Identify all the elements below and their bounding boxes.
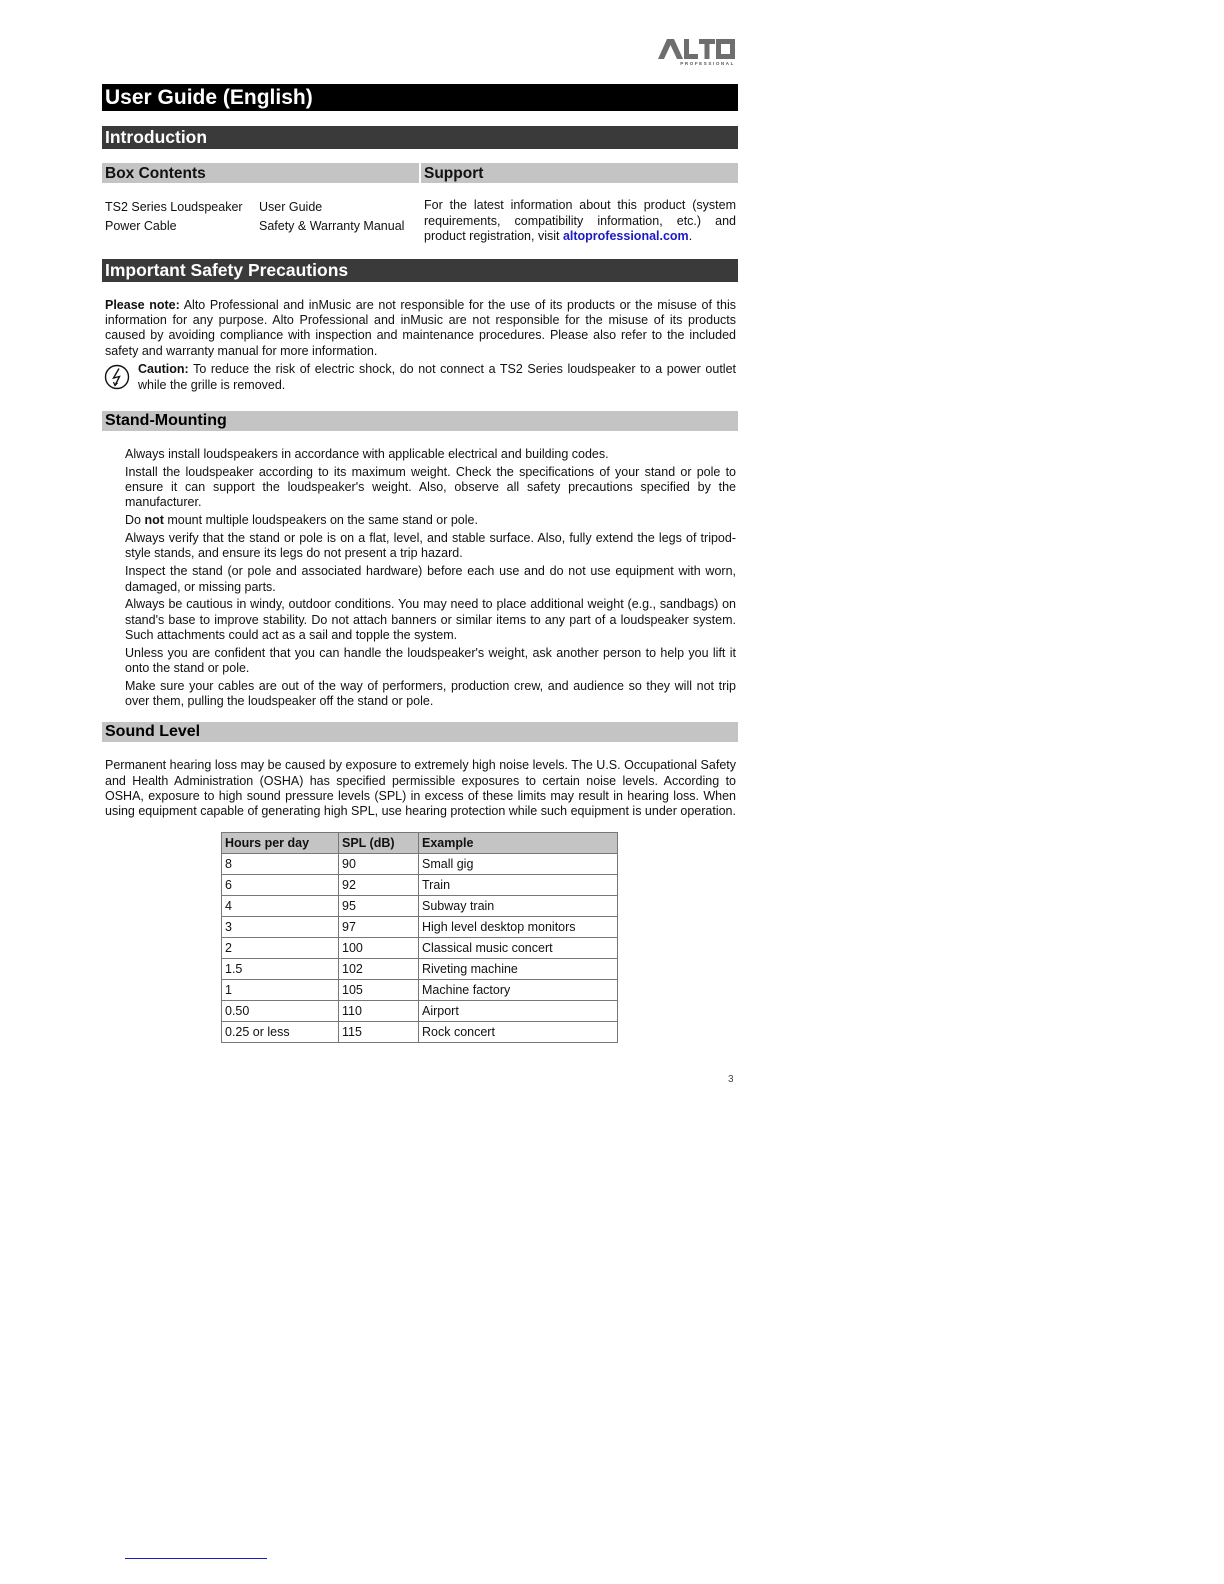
introduction-heading: Introduction — [102, 126, 738, 149]
box-item: Power Cable — [105, 219, 177, 233]
page-title: User Guide (English) — [102, 84, 738, 111]
alto-logo — [658, 38, 736, 66]
table-row — [222, 958, 618, 979]
support-body: For the latest information about this product (system requirements, compatibility information, etc.) and product registration, visit — [424, 198, 736, 243]
header — [102, 38, 738, 70]
list-item: Make sure your cables are out of the way of performers, production crew, and audience so they will not trip over them, pulling the loudspeaker off the stand or pole. — [125, 678, 736, 708]
table-row — [222, 895, 618, 916]
note-text: Alto Professional and inMusic are not responsible for the use of its products or the misuse of this information for any purpose. Alto Professional and inMusic are not responsible for the misuse of its products caused by avoiding compliance with inspection and maintenance procedures. Please also refer to the included safety and warranty manual for more information. — [105, 297, 736, 358]
table-cell: 90 — [339, 853, 419, 874]
table-cell: 2 — [222, 937, 339, 958]
table-cell: 6 — [222, 874, 339, 895]
support-end: . — [688, 229, 693, 243]
table-cell: 97 — [339, 916, 419, 937]
table-cell: 3 — [222, 916, 339, 937]
table-cell: 102 — [339, 958, 419, 979]
support-heading: Support — [421, 163, 738, 183]
page-number: 3 — [728, 1074, 734, 1085]
column-header: Hours per day — [222, 832, 339, 853]
list-item: Inspect the stand (or pole and associated hardware) before each use and do not use equipment with worn, damaged, or missing parts. — [125, 564, 736, 594]
table-row — [222, 937, 618, 958]
safety-heading: Important Safety Precautions — [102, 259, 738, 282]
table-cell: 110 — [339, 1000, 419, 1021]
table-cell: Train — [419, 874, 618, 895]
box-contents-heading: Box Contents — [102, 163, 419, 183]
safety-note — [102, 298, 738, 360]
table-cell: Airport — [419, 1000, 618, 1021]
table-row — [222, 979, 618, 1000]
document-page — [102, 38, 738, 1043]
spl-table — [221, 832, 618, 1043]
table-cell: Rock concert — [419, 1021, 618, 1042]
caution-block — [102, 362, 738, 395]
box-item: TS2 Series Loudspeaker — [105, 200, 243, 214]
table-cell: 92 — [339, 874, 419, 895]
note-label: Please note: — [105, 297, 180, 312]
table-cell: Machine factory — [419, 979, 618, 1000]
table-cell: 105 — [339, 979, 419, 1000]
donot-bold: not — [144, 513, 164, 528]
table-row — [222, 853, 618, 874]
alto-logo-icon — [658, 38, 736, 60]
table-cell: 8 — [222, 853, 339, 874]
table-body — [222, 853, 618, 1042]
table-cell: Small gig — [419, 853, 618, 874]
table-cell: 1.5 — [222, 958, 339, 979]
support-link[interactable]: altoprofessional.com — [562, 229, 689, 243]
alto-logo-subtext: PROFESSIONAL — [680, 61, 735, 66]
column-header: SPL (dB) — [339, 832, 419, 853]
table-row — [222, 1021, 618, 1042]
footnote-rule — [125, 1558, 267, 1559]
list-item: Always be cautious in windy, outdoor conditions. You may need to place additional weight (e.g., sandbags) on stand's base to improve stability. Do not attach banners or similar items to any part of a loudspeaker system. Such attachments could act as a sail and topple the system. — [125, 597, 736, 642]
table-cell: 0.50 — [222, 1000, 339, 1021]
column-header: Example — [419, 832, 618, 853]
stand-mounting-heading: Stand-Mounting — [102, 411, 738, 431]
table-cell: 100 — [339, 937, 419, 958]
table-row — [222, 916, 618, 937]
electric-shock-icon — [102, 362, 138, 395]
donot-post: mount multiple loudspeakers on the same stand or pole. — [163, 513, 478, 528]
table-cell: 0.25 or less — [222, 1021, 339, 1042]
list-item: Install the loudspeaker according to its maximum weight. Check the specifications of your stand or pole to ensure it can support the loudspeaker's weight. Also, observe all safety precautions specified by the manufacturer. — [125, 465, 736, 510]
table-cell: 1 — [222, 979, 339, 1000]
list-item — [125, 513, 736, 528]
list-item: Always verify that the stand or pole is on a flat, level, and stable surface. Also, fully extend the legs of tripod-style stands, and ensure its legs do not present a trip hazard. — [125, 531, 736, 561]
caution-body: To reduce the risk of electric shock, do not connect a TS2 Series loudspeaker to a power outlet while the grille is removed. — [138, 362, 736, 392]
table-cell: 4 — [222, 895, 339, 916]
stand-mounting-list — [102, 447, 738, 709]
table-row — [222, 1000, 618, 1021]
table-cell: 95 — [339, 895, 419, 916]
donot-pre: Do — [125, 513, 145, 528]
box-item: Safety & Warranty Manual — [259, 219, 405, 233]
sound-level-text: Permanent hearing loss may be caused by exposure to extremely high noise levels. The U.S. Occupational Safety and Health Administration (OSHA) has specified permissible exposures to certain noise levels. According to OSHA, exposure to high sound pressure levels (SPL) in excess of these limits may result in hearing loss. When using equipment capable of generating high SPL, use hearing protection while such equipment is under operation. — [105, 758, 736, 819]
table-row — [222, 874, 618, 895]
table-cell: Subway train — [419, 895, 618, 916]
table-cell: Riveting machine — [419, 958, 618, 979]
list-item: Unless you are confident that you can handle the loudspeaker's weight, ask another person to help you lift it onto the stand or pole. — [125, 645, 736, 675]
support-section — [421, 163, 738, 245]
box-contents-section — [102, 163, 419, 245]
sound-level-heading: Sound Level — [102, 722, 738, 742]
caution-label: Caution: — [138, 362, 189, 377]
table-cell: 115 — [339, 1021, 419, 1042]
table-header-row — [222, 832, 618, 853]
table-cell: High level desktop monitors — [419, 916, 618, 937]
box-contents-list — [102, 198, 419, 236]
intro-columns — [102, 163, 738, 245]
support-text — [421, 198, 738, 245]
table-cell: Classical music concert — [419, 937, 618, 958]
caution-text — [138, 362, 738, 395]
box-item: User Guide — [259, 200, 323, 214]
list-item: Always install loudspeakers in accordance with applicable electrical and building codes. — [125, 447, 609, 462]
